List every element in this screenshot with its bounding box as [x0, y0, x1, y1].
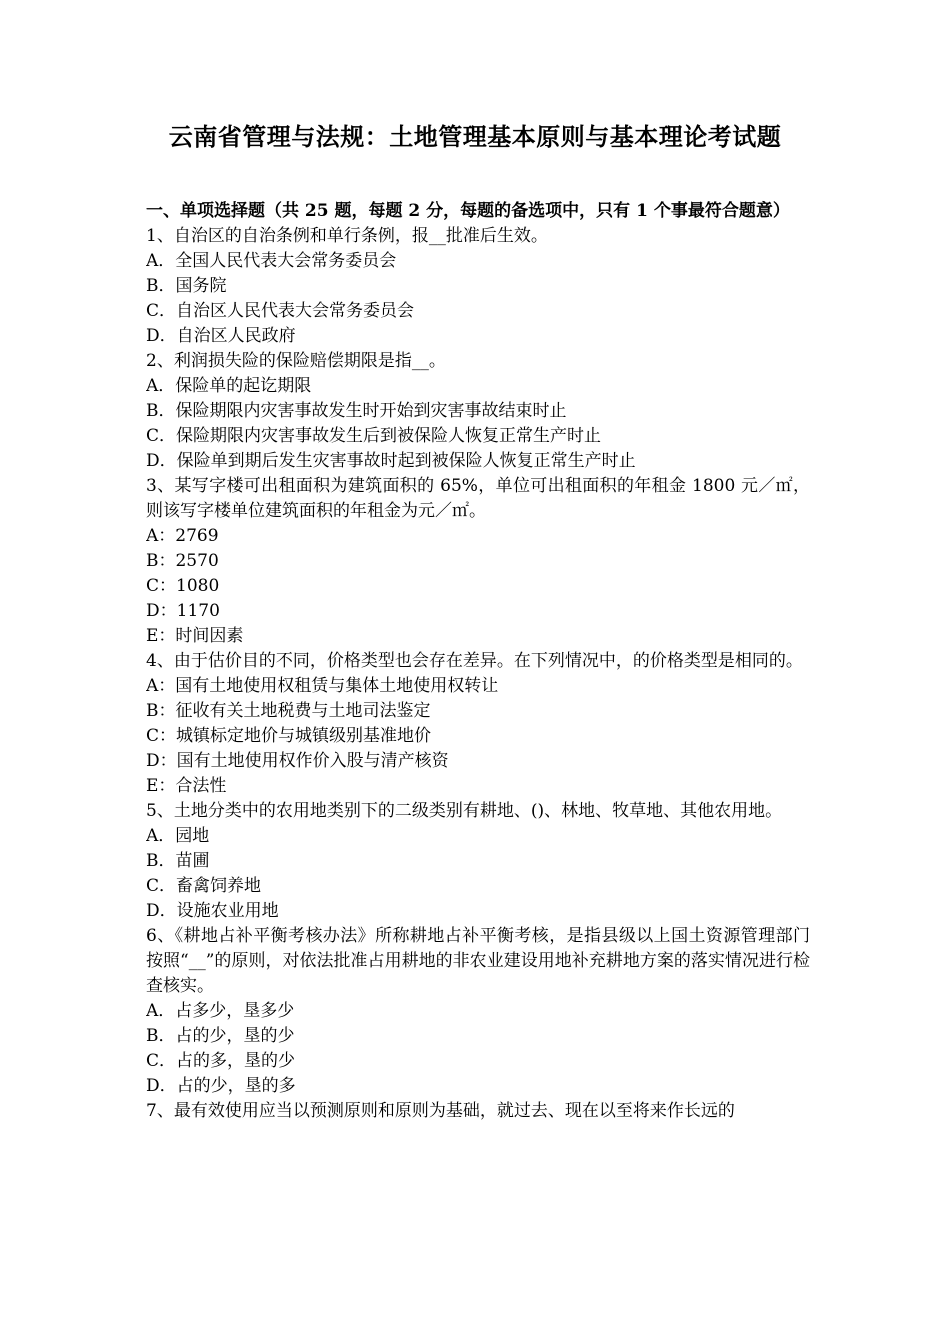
option-d: D．占的少，垦的多 — [146, 1076, 296, 1096]
option-a: A．占多少，垦多少 — [146, 1001, 295, 1021]
option-d: D．自治区人民政府 — [146, 326, 296, 346]
question-7 — [146, 1099, 810, 1124]
question-2 — [146, 349, 810, 474]
question-3 — [146, 474, 810, 649]
question-stem: 1、自治区的自治条例和单行条例，报__批准后生效。 — [146, 226, 548, 246]
option-b: B．苗圃 — [146, 851, 210, 871]
question-6 — [146, 924, 810, 1099]
question-stem: 2、利润损失险的保险赔偿期限是指__。 — [146, 351, 446, 371]
option-e: E：合法性 — [146, 776, 227, 796]
question-stem: 5、土地分类中的农用地类别下的二级类别有耕地、()、林地、牧草地、其他农用地。 — [146, 801, 783, 821]
question-4 — [146, 649, 810, 799]
question-1 — [146, 224, 810, 349]
option-c: C：1080 — [146, 576, 220, 596]
option-c: C．占的多，垦的少 — [146, 1051, 296, 1071]
option-c: C．畜禽饲养地 — [146, 876, 262, 896]
option-b: B．占的少，垦的少 — [146, 1026, 295, 1046]
question-stem: 6、《耕地占补平衡考核办法》所称耕地占补平衡考核，是指县级以上国土资源管理部门按照“__”的原则，对依法批准占用耕地的非农业建设用地补充耕地方案的落实情况进行检查核实。 — [146, 926, 810, 996]
option-e: E：时间因素 — [146, 626, 244, 646]
option-b: B．国务院 — [146, 276, 227, 296]
question-stem: 3、某写字楼可出租面积为建筑面积的 65%，单位可出租面积的年租金 1800 元／㎡，则该写字楼单位建筑面积的年租金为元／㎡。 — [146, 476, 810, 521]
option-d: D．设施农业用地 — [146, 901, 279, 921]
option-d: D．保险单到期后发生灾害事故时起到被保险人恢复正常生产时止 — [146, 451, 636, 471]
option-a: A．全国人民代表大会常务委员会 — [146, 251, 397, 271]
option-d: D：国有土地使用权作价入股与清产核资 — [146, 751, 449, 771]
option-b: B：2570 — [146, 551, 219, 571]
option-b: B．保险期限内灾害事故发生时开始到灾害事故结束时止 — [146, 401, 567, 421]
question-stem: 7、最有效使用应当以预测原则和原则为基础，就过去、现在以至将来作长远的 — [146, 1101, 735, 1121]
option-c: C．保险期限内灾害事故发生后到被保险人恢复正常生产时止 — [146, 426, 602, 446]
option-a: A：2769 — [146, 526, 219, 546]
section-heading: 一、单项选择题（共 25 题，每题 2 分，每题的备选项中，只有 1 个事最符合题意） — [146, 201, 790, 221]
option-d: D：1170 — [146, 601, 220, 621]
document-body — [146, 199, 810, 1124]
option-a: A．保险单的起讫期限 — [146, 376, 312, 396]
question-stem: 4、由于估价目的不同，价格类型也会存在差异。在下列情况中，的价格类型是相同的。 — [146, 651, 803, 671]
option-c: C．自治区人民代表大会常务委员会 — [146, 301, 415, 321]
option-a: A．园地 — [146, 826, 210, 846]
option-c: C：城镇标定地价与城镇级别基准地价 — [146, 726, 432, 746]
option-a: A：国有土地使用权租赁与集体土地使用权转让 — [146, 676, 499, 696]
document-title: 云南省管理与法规：土地管理基本原则与基本理论考试题 — [168, 122, 782, 151]
question-5 — [146, 799, 810, 924]
option-b: B：征收有关土地税费与土地司法鉴定 — [146, 701, 431, 721]
